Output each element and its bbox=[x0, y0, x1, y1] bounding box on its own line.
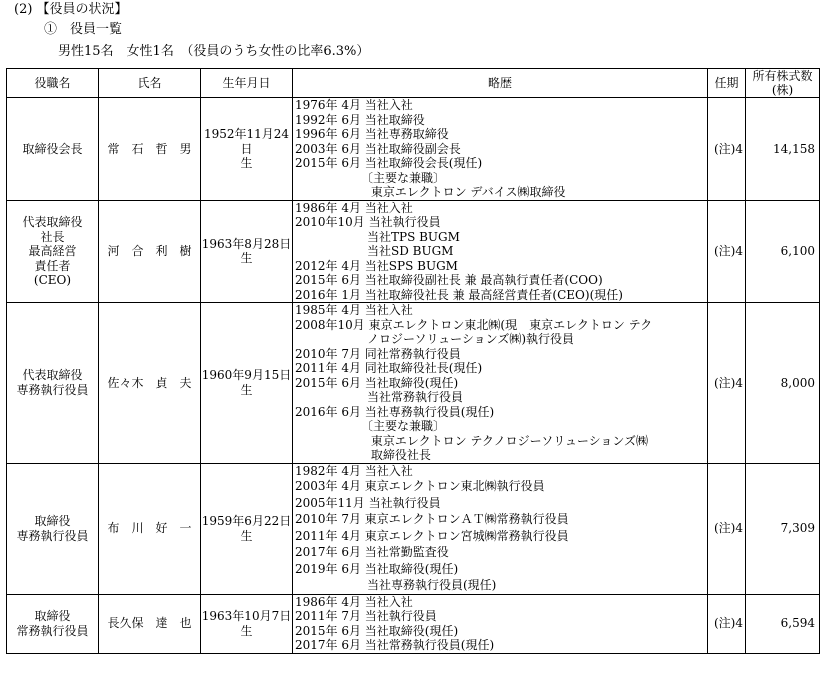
header-shares-line2: (株) bbox=[771, 83, 794, 97]
officer-birth-line: 1963年10月7日生 bbox=[201, 609, 292, 638]
officer-position bbox=[7, 98, 99, 201]
history-line: 取締役社長 bbox=[295, 448, 431, 462]
officer-position-line: 代表取締役 bbox=[22, 215, 83, 229]
history-line: 2016年 6月 当社専務執行役員(現任) bbox=[295, 404, 495, 419]
history-line: 当社SD BUGM bbox=[295, 244, 454, 258]
history-line: 〔主要な兼職〕 bbox=[295, 170, 446, 185]
officer-position bbox=[7, 594, 99, 653]
header-term: 任期 bbox=[708, 69, 746, 98]
officer-name-cell bbox=[99, 594, 201, 653]
history-line: 当社常務執行役員 bbox=[295, 390, 464, 404]
table-row bbox=[7, 463, 820, 594]
history-line: 2015年 6月 当社取締役会長(現任) bbox=[295, 156, 483, 170]
history-line: 2010年 7月 同社常務執行役員 bbox=[295, 346, 461, 361]
officer-position-line: (CEO) bbox=[33, 273, 72, 287]
header-shares bbox=[746, 69, 820, 98]
officer-position-line: 社長 bbox=[40, 229, 65, 244]
officer-position-line: 取締役会長 bbox=[22, 141, 83, 156]
history-line: 2010年 7月 東京エレクトロンＡＴ㈱常務執行役員 bbox=[295, 512, 569, 526]
officer-history bbox=[293, 463, 708, 594]
header-shares-line1: 所有株式数 bbox=[752, 69, 813, 83]
officer-birth bbox=[201, 594, 293, 653]
officer-birth bbox=[201, 463, 293, 594]
table-header-row bbox=[7, 69, 820, 98]
officer-term: (注)4 bbox=[708, 200, 746, 303]
history-line: 2016年 1月 当社取締役社長 兼 最高経営責任者(CEO)(現任) bbox=[295, 287, 623, 302]
officer-history bbox=[293, 594, 708, 653]
header-name: 氏名 bbox=[99, 69, 201, 98]
history-line: 当社専務執行役員(現任) bbox=[295, 578, 497, 592]
officer-birth-line: 1963年8月28日生 bbox=[201, 236, 292, 266]
history-line: 2017年 6月 当社常勤監査役 bbox=[295, 545, 449, 559]
officer-name-cell bbox=[99, 463, 201, 594]
history-line: 2003年 4月 東京エレクトロン東北㈱執行役員 bbox=[295, 479, 545, 493]
officer-term: (注)4 bbox=[708, 594, 746, 653]
history-line: 2019年 6月 当社取締役(現任) bbox=[295, 561, 459, 576]
history-line: 2015年 6月 当社取締役(現任) bbox=[295, 623, 459, 638]
history-line: 〔主要な兼職〕 bbox=[295, 419, 446, 433]
history-line: 東京エレクトロン デバイス㈱取締役 bbox=[295, 185, 566, 199]
officer-name: 佐々木 貞 夫 bbox=[107, 375, 192, 390]
history-line: 2008年10月 東京エレクトロン東北㈱(現 東京エレクトロン テク bbox=[295, 317, 653, 332]
officer-name-cell bbox=[99, 200, 201, 303]
officer-shares: 7,309 bbox=[746, 463, 820, 594]
officer-position bbox=[7, 200, 99, 303]
officer-name-cell bbox=[99, 98, 201, 201]
officer-shares: 6,594 bbox=[746, 594, 820, 653]
officer-history bbox=[293, 98, 708, 201]
officer-shares: 14,158 bbox=[746, 98, 820, 201]
table-row bbox=[7, 303, 820, 464]
section-title: (2) 【役員の状況】 bbox=[14, 2, 128, 17]
officer-position-line: 取締役 bbox=[34, 609, 71, 623]
officer-name: 常 石 哲 男 bbox=[107, 141, 192, 156]
history-line: 1992年 6月 当社取締役 bbox=[295, 112, 425, 127]
header-position: 役職名 bbox=[7, 69, 99, 98]
officer-shares: 8,000 bbox=[746, 303, 820, 464]
officers-table bbox=[6, 68, 820, 654]
officer-name-cell bbox=[99, 303, 201, 464]
officer-birth-line: 生 bbox=[240, 156, 253, 170]
history-line: 2015年 6月 当社取締役副社長 兼 最高執行責任者(COO) bbox=[295, 273, 603, 287]
history-line: 2011年 4月 東京エレクトロン宮城㈱常務執行役員 bbox=[295, 528, 569, 543]
officer-history bbox=[293, 200, 708, 303]
officer-position-line: 代表取締役 bbox=[22, 368, 83, 383]
officer-position-line: 専務執行役員 bbox=[16, 382, 89, 397]
gender-summary: 男性15名 女性1名 （役員のうち女性の比率6.3%） bbox=[58, 44, 370, 59]
subsection-title: ① 役員一覧 bbox=[44, 22, 123, 37]
header-history: 略歴 bbox=[293, 69, 708, 98]
history-line: 2012年 4月 当社SPS BUGM bbox=[295, 258, 458, 273]
officer-position bbox=[7, 463, 99, 594]
officer-birth bbox=[201, 200, 293, 303]
history-line: 当社TPS BUGM bbox=[295, 229, 460, 244]
officer-shares: 6,100 bbox=[746, 200, 820, 303]
history-line: 2003年 6月 当社取締役副会長 bbox=[295, 141, 461, 156]
officer-position-line: 責任者 bbox=[34, 258, 71, 273]
officer-position-line: 専務執行役員 bbox=[16, 528, 89, 543]
history-line: 1986年 4月 当社入社 bbox=[295, 594, 413, 609]
history-line: 1996年 6月 当社専務取締役 bbox=[295, 127, 449, 141]
officer-name: 河 合 利 樹 bbox=[107, 244, 192, 258]
history-line: 2005年11月 当社執行役員 bbox=[295, 495, 441, 510]
officer-birth-line: 1952年11月24日 bbox=[203, 127, 290, 156]
officer-term: (注)4 bbox=[708, 98, 746, 201]
officer-position-line: 最高経営 bbox=[28, 244, 77, 258]
officer-name: 長久保 達 也 bbox=[107, 616, 192, 631]
officer-name: 布 川 好 一 bbox=[107, 521, 192, 536]
officer-term: (注)4 bbox=[708, 463, 746, 594]
officer-birth-line: 1960年9月15日生 bbox=[201, 368, 292, 397]
history-line: 東京エレクトロン テクノロジーソリューションズ㈱ bbox=[295, 433, 648, 448]
officer-position-line: 常務執行役員 bbox=[16, 623, 89, 638]
table-row bbox=[7, 200, 820, 303]
history-line: 2011年 4月 同社取締役社長(現任) bbox=[295, 361, 483, 375]
officer-birth-line: 1959年6月22日生 bbox=[201, 514, 292, 543]
history-line: 2017年 6月 当社常務執行役員(現任) bbox=[295, 638, 495, 652]
history-line: 2010年10月 当社執行役員 bbox=[295, 215, 441, 229]
officer-term: (注)4 bbox=[708, 303, 746, 464]
history-line: 2011年 7月 当社執行役員 bbox=[295, 609, 437, 623]
table-row bbox=[7, 594, 820, 653]
history-line: 1986年 4月 当社入社 bbox=[295, 200, 413, 215]
table-row bbox=[7, 98, 820, 201]
history-line: 1982年 4月 当社入社 bbox=[295, 463, 413, 478]
history-line: 2015年 6月 当社取締役(現任) bbox=[295, 375, 459, 390]
history-line: 1976年 4月 当社入社 bbox=[295, 98, 413, 112]
officer-birth bbox=[201, 303, 293, 464]
officer-history bbox=[293, 303, 708, 464]
officer-birth bbox=[201, 98, 293, 201]
history-line: ノロジーソリューションズ㈱)執行役員 bbox=[295, 332, 575, 346]
officer-position-line: 取締役 bbox=[34, 514, 71, 528]
header-birth: 生年月日 bbox=[201, 69, 293, 98]
officer-position bbox=[7, 303, 99, 464]
history-line: 1985年 4月 当社入社 bbox=[295, 303, 413, 317]
